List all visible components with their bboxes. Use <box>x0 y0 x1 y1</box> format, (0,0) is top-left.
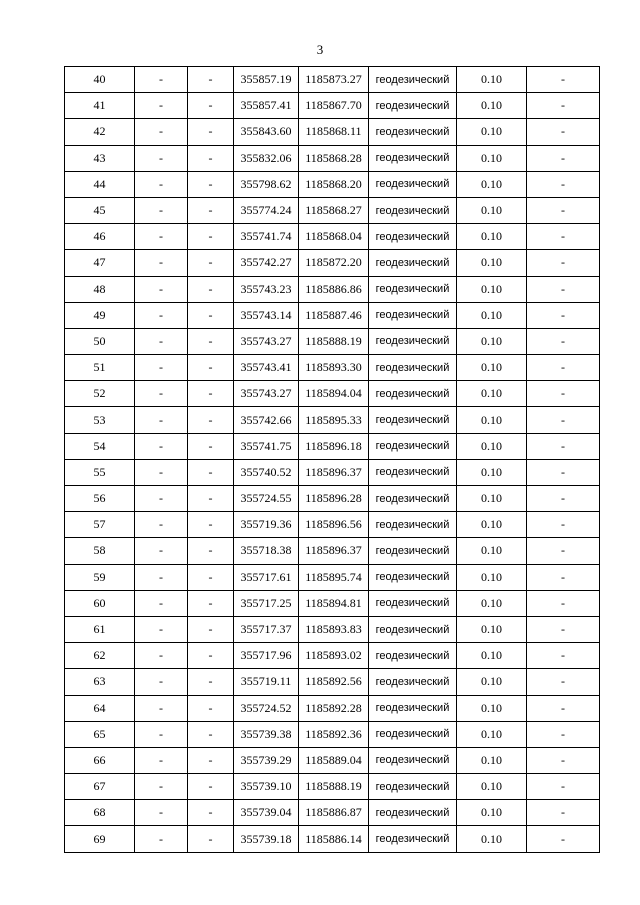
accuracy-cell: 0.10 <box>457 197 527 223</box>
new-x-cell: 355717.25 <box>234 590 299 616</box>
old-y-cell: - <box>188 643 234 669</box>
method-cell: геодезический <box>369 616 457 642</box>
point-number-cell: 50 <box>65 328 135 354</box>
new-x-cell: 355798.62 <box>234 171 299 197</box>
method-cell: геодезический <box>369 328 457 354</box>
old-y-cell: - <box>188 721 234 747</box>
table-row <box>65 669 600 695</box>
old-y-cell: - <box>188 800 234 826</box>
new-x-cell: 355742.27 <box>234 250 299 276</box>
old-x-cell: - <box>135 302 188 328</box>
new-x-cell: 355739.18 <box>234 826 299 852</box>
accuracy-cell: 0.10 <box>457 407 527 433</box>
old-y-cell: - <box>188 512 234 538</box>
point-number-cell: 51 <box>65 355 135 381</box>
accuracy-cell: 0.10 <box>457 564 527 590</box>
table-row <box>65 721 600 747</box>
accuracy-cell: 0.10 <box>457 800 527 826</box>
page-number: 3 <box>316 42 324 57</box>
description-cell: - <box>527 590 600 616</box>
old-x-cell: - <box>135 171 188 197</box>
new-y-cell: 1185868.04 <box>299 224 369 250</box>
method-cell: геодезический <box>369 67 457 93</box>
table-row <box>65 538 600 564</box>
table-row <box>65 616 600 642</box>
new-x-cell: 355743.27 <box>234 381 299 407</box>
description-cell: - <box>527 643 600 669</box>
new-y-cell: 1185893.30 <box>299 355 369 381</box>
new-y-cell: 1185896.37 <box>299 538 369 564</box>
table-row <box>65 67 600 93</box>
point-number-cell: 62 <box>65 643 135 669</box>
table-row <box>65 512 600 538</box>
new-x-cell: 355857.19 <box>234 67 299 93</box>
new-y-cell: 1185886.86 <box>299 276 369 302</box>
method-cell: геодезический <box>369 197 457 223</box>
method-cell: геодезический <box>369 774 457 800</box>
new-x-cell: 355719.11 <box>234 669 299 695</box>
new-x-cell: 355843.60 <box>234 119 299 145</box>
description-cell: - <box>527 721 600 747</box>
old-y-cell: - <box>188 826 234 852</box>
new-x-cell: 355717.96 <box>234 643 299 669</box>
method-cell: геодезический <box>369 721 457 747</box>
old-x-cell: - <box>135 643 188 669</box>
method-cell: геодезический <box>369 590 457 616</box>
point-number-cell: 58 <box>65 538 135 564</box>
table-row <box>65 433 600 459</box>
accuracy-cell: 0.10 <box>457 250 527 276</box>
new-x-cell: 355743.23 <box>234 276 299 302</box>
old-x-cell: - <box>135 512 188 538</box>
old-y-cell: - <box>188 486 234 512</box>
accuracy-cell: 0.10 <box>457 459 527 485</box>
point-number-cell: 40 <box>65 67 135 93</box>
old-y-cell: - <box>188 564 234 590</box>
table-body <box>65 67 600 853</box>
new-y-cell: 1185893.83 <box>299 616 369 642</box>
description-cell: - <box>527 355 600 381</box>
table-row <box>65 276 600 302</box>
old-y-cell: - <box>188 171 234 197</box>
old-x-cell: - <box>135 800 188 826</box>
old-y-cell: - <box>188 381 234 407</box>
method-cell: геодезический <box>369 459 457 485</box>
accuracy-cell: 0.10 <box>457 616 527 642</box>
point-number-cell: 46 <box>65 224 135 250</box>
new-y-cell: 1185867.70 <box>299 93 369 119</box>
method-cell: геодезический <box>369 512 457 538</box>
old-x-cell: - <box>135 224 188 250</box>
method-cell: геодезический <box>369 381 457 407</box>
point-number-cell: 48 <box>65 276 135 302</box>
point-number-cell: 53 <box>65 407 135 433</box>
table-row <box>65 197 600 223</box>
new-y-cell: 1185894.04 <box>299 381 369 407</box>
method-cell: геодезический <box>369 276 457 302</box>
method-cell: геодезический <box>369 826 457 852</box>
new-y-cell: 1185896.37 <box>299 459 369 485</box>
new-x-cell: 355774.24 <box>234 197 299 223</box>
new-y-cell: 1185892.28 <box>299 695 369 721</box>
description-cell: - <box>527 250 600 276</box>
accuracy-cell: 0.10 <box>457 93 527 119</box>
old-x-cell: - <box>135 433 188 459</box>
new-x-cell: 355724.52 <box>234 695 299 721</box>
method-cell: геодезический <box>369 224 457 250</box>
point-number-cell: 63 <box>65 669 135 695</box>
new-y-cell: 1185886.87 <box>299 800 369 826</box>
method-cell: геодезический <box>369 119 457 145</box>
accuracy-cell: 0.10 <box>457 145 527 171</box>
description-cell: - <box>527 302 600 328</box>
new-x-cell: 355742.66 <box>234 407 299 433</box>
method-cell: геодезический <box>369 433 457 459</box>
method-cell: геодезический <box>369 695 457 721</box>
new-x-cell: 355857.41 <box>234 93 299 119</box>
old-x-cell: - <box>135 774 188 800</box>
table-row <box>65 250 600 276</box>
new-y-cell: 1185892.36 <box>299 721 369 747</box>
accuracy-cell: 0.10 <box>457 669 527 695</box>
new-x-cell: 355743.14 <box>234 302 299 328</box>
accuracy-cell: 0.10 <box>457 276 527 302</box>
new-y-cell: 1185895.33 <box>299 407 369 433</box>
accuracy-cell: 0.10 <box>457 538 527 564</box>
point-number-cell: 42 <box>65 119 135 145</box>
old-x-cell: - <box>135 695 188 721</box>
accuracy-cell: 0.10 <box>457 67 527 93</box>
old-x-cell: - <box>135 459 188 485</box>
new-x-cell: 355739.10 <box>234 774 299 800</box>
old-y-cell: - <box>188 67 234 93</box>
old-y-cell: - <box>188 747 234 773</box>
old-y-cell: - <box>188 276 234 302</box>
old-y-cell: - <box>188 328 234 354</box>
description-cell: - <box>527 276 600 302</box>
accuracy-cell: 0.10 <box>457 774 527 800</box>
accuracy-cell: 0.10 <box>457 643 527 669</box>
new-y-cell: 1185896.18 <box>299 433 369 459</box>
new-x-cell: 355717.37 <box>234 616 299 642</box>
description-cell: - <box>527 774 600 800</box>
accuracy-cell: 0.10 <box>457 328 527 354</box>
table-row <box>65 826 600 852</box>
table-row <box>65 407 600 433</box>
description-cell: - <box>527 459 600 485</box>
new-y-cell: 1185872.20 <box>299 250 369 276</box>
description-cell: - <box>527 407 600 433</box>
description-cell: - <box>527 695 600 721</box>
method-cell: геодезический <box>369 250 457 276</box>
old-x-cell: - <box>135 67 188 93</box>
old-y-cell: - <box>188 355 234 381</box>
new-y-cell: 1185868.27 <box>299 197 369 223</box>
accuracy-cell: 0.10 <box>457 590 527 616</box>
accuracy-cell: 0.10 <box>457 512 527 538</box>
method-cell: геодезический <box>369 302 457 328</box>
description-cell: - <box>527 486 600 512</box>
point-number-cell: 65 <box>65 721 135 747</box>
new-x-cell: 355741.75 <box>234 433 299 459</box>
accuracy-cell: 0.10 <box>457 433 527 459</box>
point-number-cell: 64 <box>65 695 135 721</box>
new-x-cell: 355743.41 <box>234 355 299 381</box>
new-x-cell: 355832.06 <box>234 145 299 171</box>
old-y-cell: - <box>188 669 234 695</box>
method-cell: геодезический <box>369 800 457 826</box>
coordinates-table <box>64 66 600 853</box>
old-y-cell: - <box>188 407 234 433</box>
new-x-cell: 355740.52 <box>234 459 299 485</box>
description-cell: - <box>527 747 600 773</box>
new-x-cell: 355718.38 <box>234 538 299 564</box>
new-x-cell: 355739.04 <box>234 800 299 826</box>
old-y-cell: - <box>188 774 234 800</box>
description-cell: - <box>527 538 600 564</box>
new-y-cell: 1185896.28 <box>299 486 369 512</box>
description-cell: - <box>527 800 600 826</box>
method-cell: геодезический <box>369 93 457 119</box>
table-row <box>65 145 600 171</box>
new-x-cell: 355717.61 <box>234 564 299 590</box>
description-cell: - <box>527 433 600 459</box>
old-x-cell: - <box>135 486 188 512</box>
point-number-cell: 45 <box>65 197 135 223</box>
table-row <box>65 224 600 250</box>
old-x-cell: - <box>135 250 188 276</box>
new-x-cell: 355741.74 <box>234 224 299 250</box>
new-y-cell: 1185888.19 <box>299 774 369 800</box>
description-cell: - <box>527 224 600 250</box>
old-y-cell: - <box>188 224 234 250</box>
point-number-cell: 55 <box>65 459 135 485</box>
point-number-cell: 68 <box>65 800 135 826</box>
method-cell: геодезический <box>369 145 457 171</box>
new-x-cell: 355743.27 <box>234 328 299 354</box>
table-row <box>65 590 600 616</box>
old-y-cell: - <box>188 145 234 171</box>
table-row <box>65 355 600 381</box>
new-y-cell: 1185873.27 <box>299 67 369 93</box>
new-y-cell: 1185887.46 <box>299 302 369 328</box>
accuracy-cell: 0.10 <box>457 355 527 381</box>
description-cell: - <box>527 826 600 852</box>
table-row <box>65 328 600 354</box>
new-y-cell: 1185896.56 <box>299 512 369 538</box>
point-number-cell: 44 <box>65 171 135 197</box>
old-y-cell: - <box>188 433 234 459</box>
table-row <box>65 747 600 773</box>
old-y-cell: - <box>188 93 234 119</box>
table-row <box>65 171 600 197</box>
old-y-cell: - <box>188 197 234 223</box>
table-row <box>65 564 600 590</box>
old-x-cell: - <box>135 407 188 433</box>
old-x-cell: - <box>135 197 188 223</box>
table-row <box>65 459 600 485</box>
old-x-cell: - <box>135 276 188 302</box>
new-y-cell: 1185894.81 <box>299 590 369 616</box>
old-x-cell: - <box>135 328 188 354</box>
accuracy-cell: 0.10 <box>457 747 527 773</box>
method-cell: геодезический <box>369 747 457 773</box>
point-number-cell: 49 <box>65 302 135 328</box>
table-row <box>65 800 600 826</box>
method-cell: геодезический <box>369 564 457 590</box>
new-y-cell: 1185888.19 <box>299 328 369 354</box>
description-cell: - <box>527 93 600 119</box>
table-row <box>65 695 600 721</box>
table-row <box>65 381 600 407</box>
table-row <box>65 643 600 669</box>
old-x-cell: - <box>135 669 188 695</box>
description-cell: - <box>527 119 600 145</box>
description-cell: - <box>527 197 600 223</box>
old-y-cell: - <box>188 250 234 276</box>
method-cell: геодезический <box>369 171 457 197</box>
method-cell: геодезический <box>369 669 457 695</box>
old-y-cell: - <box>188 119 234 145</box>
old-x-cell: - <box>135 355 188 381</box>
new-y-cell: 1185868.20 <box>299 171 369 197</box>
point-number-cell: 43 <box>65 145 135 171</box>
point-number-cell: 52 <box>65 381 135 407</box>
new-y-cell: 1185868.28 <box>299 145 369 171</box>
description-cell: - <box>527 145 600 171</box>
old-y-cell: - <box>188 302 234 328</box>
old-y-cell: - <box>188 616 234 642</box>
point-number-cell: 61 <box>65 616 135 642</box>
new-y-cell: 1185889.04 <box>299 747 369 773</box>
new-x-cell: 355739.29 <box>234 747 299 773</box>
table-row <box>65 302 600 328</box>
new-x-cell: 355739.38 <box>234 721 299 747</box>
old-x-cell: - <box>135 747 188 773</box>
description-cell: - <box>527 669 600 695</box>
accuracy-cell: 0.10 <box>457 224 527 250</box>
table-row <box>65 93 600 119</box>
old-x-cell: - <box>135 564 188 590</box>
point-number-cell: 60 <box>65 590 135 616</box>
old-y-cell: - <box>188 695 234 721</box>
new-y-cell: 1185868.11 <box>299 119 369 145</box>
method-cell: геодезический <box>369 538 457 564</box>
method-cell: геодезический <box>369 407 457 433</box>
description-cell: - <box>527 381 600 407</box>
description-cell: - <box>527 564 600 590</box>
point-number-cell: 66 <box>65 747 135 773</box>
old-y-cell: - <box>188 538 234 564</box>
point-number-cell: 56 <box>65 486 135 512</box>
accuracy-cell: 0.10 <box>457 721 527 747</box>
point-number-cell: 69 <box>65 826 135 852</box>
description-cell: - <box>527 67 600 93</box>
point-number-cell: 54 <box>65 433 135 459</box>
accuracy-cell: 0.10 <box>457 381 527 407</box>
point-number-cell: 59 <box>65 564 135 590</box>
new-y-cell: 1185892.56 <box>299 669 369 695</box>
point-number-cell: 67 <box>65 774 135 800</box>
method-cell: геодезический <box>369 355 457 381</box>
accuracy-cell: 0.10 <box>457 486 527 512</box>
table-row <box>65 119 600 145</box>
table-row <box>65 774 600 800</box>
new-y-cell: 1185893.02 <box>299 643 369 669</box>
old-x-cell: - <box>135 721 188 747</box>
old-x-cell: - <box>135 145 188 171</box>
point-number-cell: 41 <box>65 93 135 119</box>
accuracy-cell: 0.10 <box>457 119 527 145</box>
point-number-cell: 57 <box>65 512 135 538</box>
old-y-cell: - <box>188 590 234 616</box>
method-cell: геодезический <box>369 486 457 512</box>
description-cell: - <box>527 616 600 642</box>
description-cell: - <box>527 328 600 354</box>
old-x-cell: - <box>135 119 188 145</box>
accuracy-cell: 0.10 <box>457 171 527 197</box>
table-row <box>65 486 600 512</box>
description-cell: - <box>527 512 600 538</box>
new-x-cell: 355719.36 <box>234 512 299 538</box>
new-y-cell: 1185886.14 <box>299 826 369 852</box>
new-x-cell: 355724.55 <box>234 486 299 512</box>
old-x-cell: - <box>135 826 188 852</box>
accuracy-cell: 0.10 <box>457 302 527 328</box>
description-cell: - <box>527 171 600 197</box>
old-y-cell: - <box>188 459 234 485</box>
accuracy-cell: 0.10 <box>457 826 527 852</box>
accuracy-cell: 0.10 <box>457 695 527 721</box>
old-x-cell: - <box>135 538 188 564</box>
point-number-cell: 47 <box>65 250 135 276</box>
old-x-cell: - <box>135 616 188 642</box>
old-x-cell: - <box>135 381 188 407</box>
old-x-cell: - <box>135 590 188 616</box>
old-x-cell: - <box>135 93 188 119</box>
new-y-cell: 1185895.74 <box>299 564 369 590</box>
method-cell: геодезический <box>369 643 457 669</box>
